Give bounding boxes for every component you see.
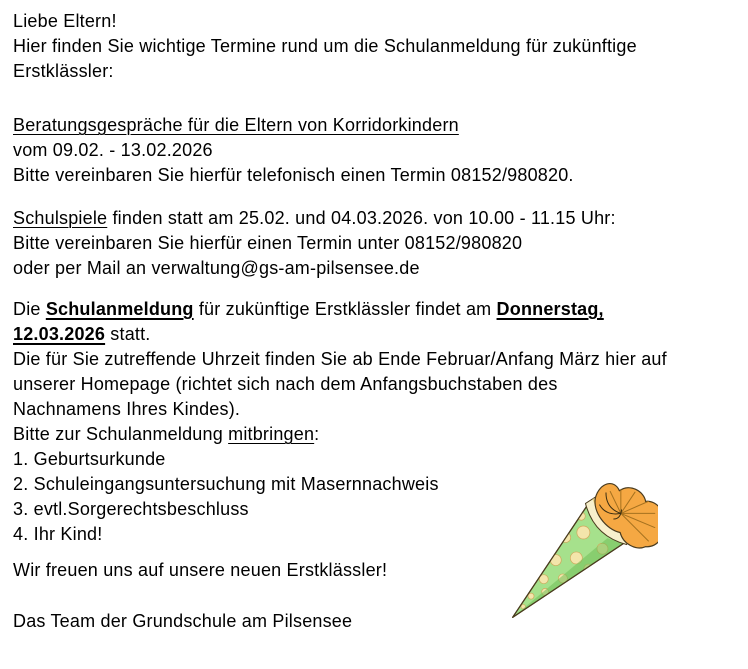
schultuete-illustration — [496, 472, 658, 634]
schulanmeldung-line-5 — [13, 397, 667, 422]
beratungsgespraeche-paragraph — [13, 113, 574, 188]
mitbringen-line — [13, 422, 667, 447]
keyword-schulanmeldung: Schulanmeldung — [45, 299, 194, 319]
date-part-2: 12.03.2026 — [13, 324, 106, 344]
underlined-heading: Schulspiele — [13, 208, 108, 228]
text-run: statt. — [105, 324, 151, 344]
closing-line — [13, 558, 387, 583]
date-part-1: Donnerstag, — [496, 299, 604, 319]
signature-paragraph — [13, 609, 352, 634]
phone-note: Bitte vereinbaren Sie hierfür einen Termin unter 08152/980820 — [13, 233, 523, 253]
beratungsgespraeche-dates — [13, 138, 574, 163]
beratungsgespraeche-heading — [13, 113, 574, 138]
closing-paragraph — [13, 558, 387, 583]
email-text: oder per Mail an verwaltung@gs-am-pilsensee.de — [13, 258, 420, 278]
text-run: : — [314, 424, 320, 444]
text-run: Bitte zur Schulanmeldung — [13, 424, 229, 444]
text-run: Die — [13, 299, 46, 319]
text-run: Liebe Eltern! — [13, 11, 117, 31]
text-run: vom 09.02. - 13.02.2026 — [13, 140, 213, 160]
list-item: 4. Ihr Kind! — [13, 524, 103, 544]
text-run: finden statt am 25.02. und 04.03.2026. von 10.00 - 11.15 Uhr: — [107, 208, 616, 228]
beratungsgespraeche-phone — [13, 163, 574, 188]
schulanmeldung-line-2 — [13, 322, 667, 347]
text-run: unserer Homepage (richtet sich nach dem Anfangsbuchstaben des — [13, 374, 558, 394]
underlined-heading: Beratungsgespräche für die Eltern von Korridorkindern — [13, 115, 459, 135]
greeting-line-1 — [13, 9, 637, 34]
schulanmeldung-line-1 — [13, 297, 667, 322]
list-item: 3. evtl.Sorgerechtsbeschluss — [13, 499, 249, 519]
text-run: Die für Sie zutreffende Uhrzeit finden Sie ab Ende Februar/Anfang März hier auf — [13, 349, 667, 369]
schulspiele-paragraph — [13, 206, 616, 281]
greeting-line-3 — [13, 59, 637, 84]
schulspiele-phone — [13, 231, 616, 256]
text-run: Nachnamens Ihres Kindes). — [13, 399, 241, 419]
text-run: Das Team der Grundschule am Pilsensee — [13, 611, 353, 631]
greeting-line-2 — [13, 34, 637, 59]
list-item: 2. Schuleingangsuntersuchung mit Masernnachweis — [13, 474, 439, 494]
schulanmeldung-line-4 — [13, 372, 667, 397]
text-run: Erstklässler: — [13, 61, 114, 81]
text-run: Hier finden Sie wichtige Termine rund um die Schulanmeldung für zukünftige — [13, 36, 637, 56]
signature-line — [13, 609, 352, 634]
schulspiele-heading-line — [13, 206, 616, 231]
list-item: 1. Geburtsurkunde — [13, 449, 166, 469]
checklist-item-1 — [13, 447, 667, 472]
schulspiele-mail — [13, 256, 616, 281]
schulanmeldung-line-3 — [13, 347, 667, 372]
greeting-paragraph — [13, 9, 637, 84]
text-run: Wir freuen uns auf unsere neuen Erstklässler! — [13, 560, 388, 580]
text-run: für zukünftige Erstklässler findet am — [193, 299, 497, 319]
keyword-mitbringen: mitbringen — [228, 424, 315, 444]
phone-note: Bitte vereinbaren Sie hierfür telefonisch einen Termin 08152/980820. — [13, 165, 574, 185]
